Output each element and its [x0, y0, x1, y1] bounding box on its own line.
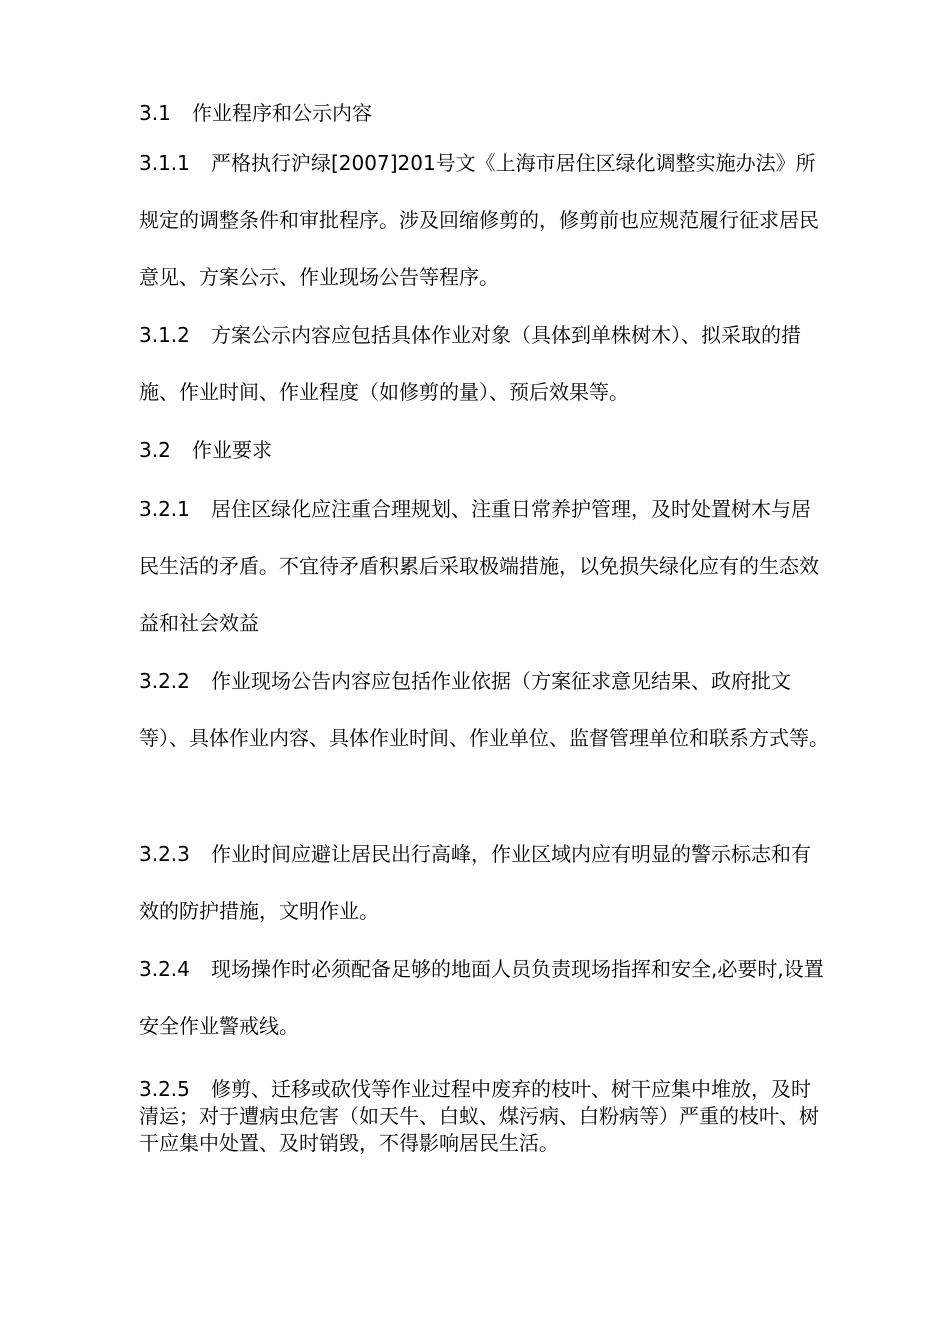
- paragraph-3-2-1: [139, 481, 829, 652]
- paragraph-3-2-4: [139, 941, 829, 1055]
- section-number: 3.1: [139, 101, 171, 125]
- section-text: 严格执行沪绿[2007]201号文《上海市居住区绿化调整实施办法》所规定的调整条件和审批程序。涉及回缩修剪的，修剪前也应规范履行征求居民意见、方案公示、作业现场公告等程序。: [139, 151, 819, 289]
- section-text: 现场操作时必须配备足够的地面人员负责现场指挥和安全,必要时,设置安全作业警戒线。: [139, 957, 824, 1038]
- paragraph-3-2-3: [139, 826, 829, 940]
- paragraph-3-2-5: [139, 1076, 829, 1157]
- section-text: 作业时间应避让居民出行高峰，作业区域内应有明显的警示标志和有效的防护措施，文明作业。: [139, 842, 811, 923]
- section-number: 3.1.2: [139, 323, 190, 347]
- section-text: 修剪、迁移或砍伐等作业过程中废弃的枝叶、树干应集中堆放，及时清运；对于遭病虫危害（如天牛、白蚁、煤污病、白粉病等）严重的枝叶、树干应集中处置、及时销毁，不得影响居民生活。: [139, 1077, 819, 1155]
- section-text: 作业程序和公示内容: [192, 101, 372, 125]
- section-text: 作业要求: [192, 438, 272, 462]
- section-text: 居住区绿化应注重合理规划、注重日常养护管理，及时处置树木与居民生活的矛盾。不宜待矛盾积累后采取极端措施，以免损失绿化应有的生态效益和社会效益: [139, 497, 819, 635]
- heading-3-2: [139, 422, 829, 479]
- section-number: 3.2.5: [139, 1077, 190, 1101]
- heading-3-1: [139, 85, 829, 142]
- section-number: 3.1.1: [139, 151, 190, 175]
- paragraph-3-2-2: [139, 653, 829, 767]
- section-number: 3.2.2: [139, 669, 190, 693]
- section-text: 作业现场公告内容应包括作业依据（方案征求意见结果、政府批文等）、具体作业内容、具体作业时间、作业单位、监督管理单位和联系方式等。: [139, 669, 829, 750]
- section-number: 3.2.3: [139, 842, 190, 866]
- section-text: 方案公示内容应包括具体作业对象（具体到单株树木）、拟采取的措施、作业时间、作业程度（如修剪的量）、预后效果等。: [139, 323, 801, 404]
- paragraph-3-1-1: [139, 135, 829, 306]
- section-number: 3.2: [139, 438, 171, 462]
- paragraph-3-1-2: [139, 307, 829, 421]
- section-number: 3.2.1: [139, 497, 190, 521]
- section-number: 3.2.4: [139, 957, 190, 981]
